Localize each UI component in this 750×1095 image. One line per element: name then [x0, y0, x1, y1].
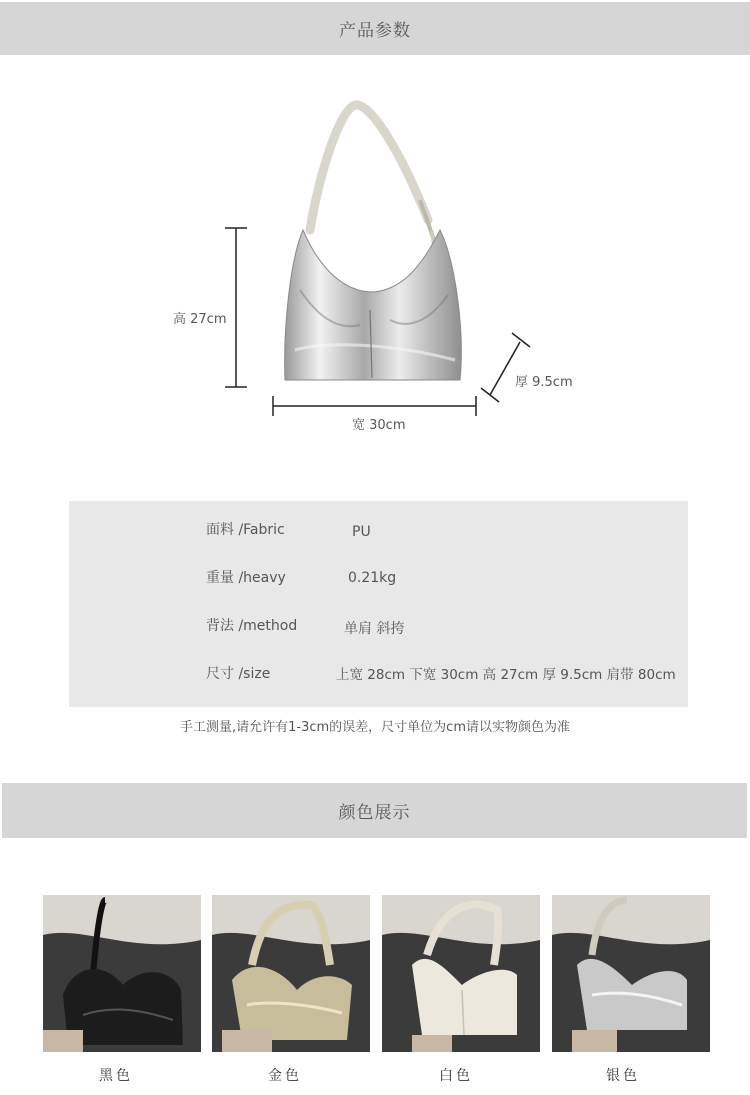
bag-photo: [43, 895, 201, 1052]
spec-value: 单肩 斜挎: [344, 621, 405, 637]
spec-key: 尺寸 /size: [206, 666, 271, 682]
color-label-silver: 银色: [606, 1068, 640, 1084]
color-label-gold: 金色: [268, 1068, 302, 1084]
spec-row-method: [69, 615, 688, 639]
spec-value: PU: [352, 524, 371, 540]
spec-key: 重量 /heavy: [206, 570, 286, 586]
spec-key: 面料 /Fabric: [206, 522, 285, 538]
color-label-white: 白色: [439, 1068, 473, 1084]
color-swatch-silver[interactable]: [552, 895, 710, 1052]
product-dimension-figure: [0, 80, 750, 480]
bag-photo: [552, 895, 710, 1052]
color-swatch-white[interactable]: [382, 895, 540, 1052]
spec-value: 0.21kg: [348, 570, 397, 586]
color-swatch-black[interactable]: [43, 895, 201, 1052]
section-header-params: [0, 2, 750, 55]
section-title-params: 产品参数: [339, 21, 411, 41]
height-dimension-line: [225, 228, 247, 387]
bag-photo: [382, 895, 540, 1052]
spec-row-fabric: [69, 519, 688, 543]
spec-row-weight: [69, 567, 688, 591]
height-label: 高 27cm: [173, 312, 227, 327]
depth-label: 厚 9.5cm: [515, 375, 573, 390]
section-header-colors: [2, 783, 747, 838]
section-title-colors: 颜色展示: [338, 803, 411, 823]
spec-key: 背法 /method: [206, 618, 298, 634]
depth-dimension-line: [481, 333, 530, 402]
bag-photo: [212, 895, 370, 1052]
width-dimension-line: [273, 396, 476, 416]
measurement-note: 手工测量,请允许有1-3cm的误差，尺寸单位为cm请以实物颜色为准: [180, 720, 570, 735]
spec-row-size: [69, 663, 688, 687]
spec-table: [69, 501, 688, 707]
color-swatch-gold[interactable]: [212, 895, 370, 1052]
color-label-black: 黑色: [99, 1068, 133, 1084]
width-label: 宽 30cm: [352, 418, 406, 433]
spec-value: 上宽 28cm 下宽 30cm 高 27cm 厚 9.5cm 肩带 80cm: [336, 667, 676, 683]
